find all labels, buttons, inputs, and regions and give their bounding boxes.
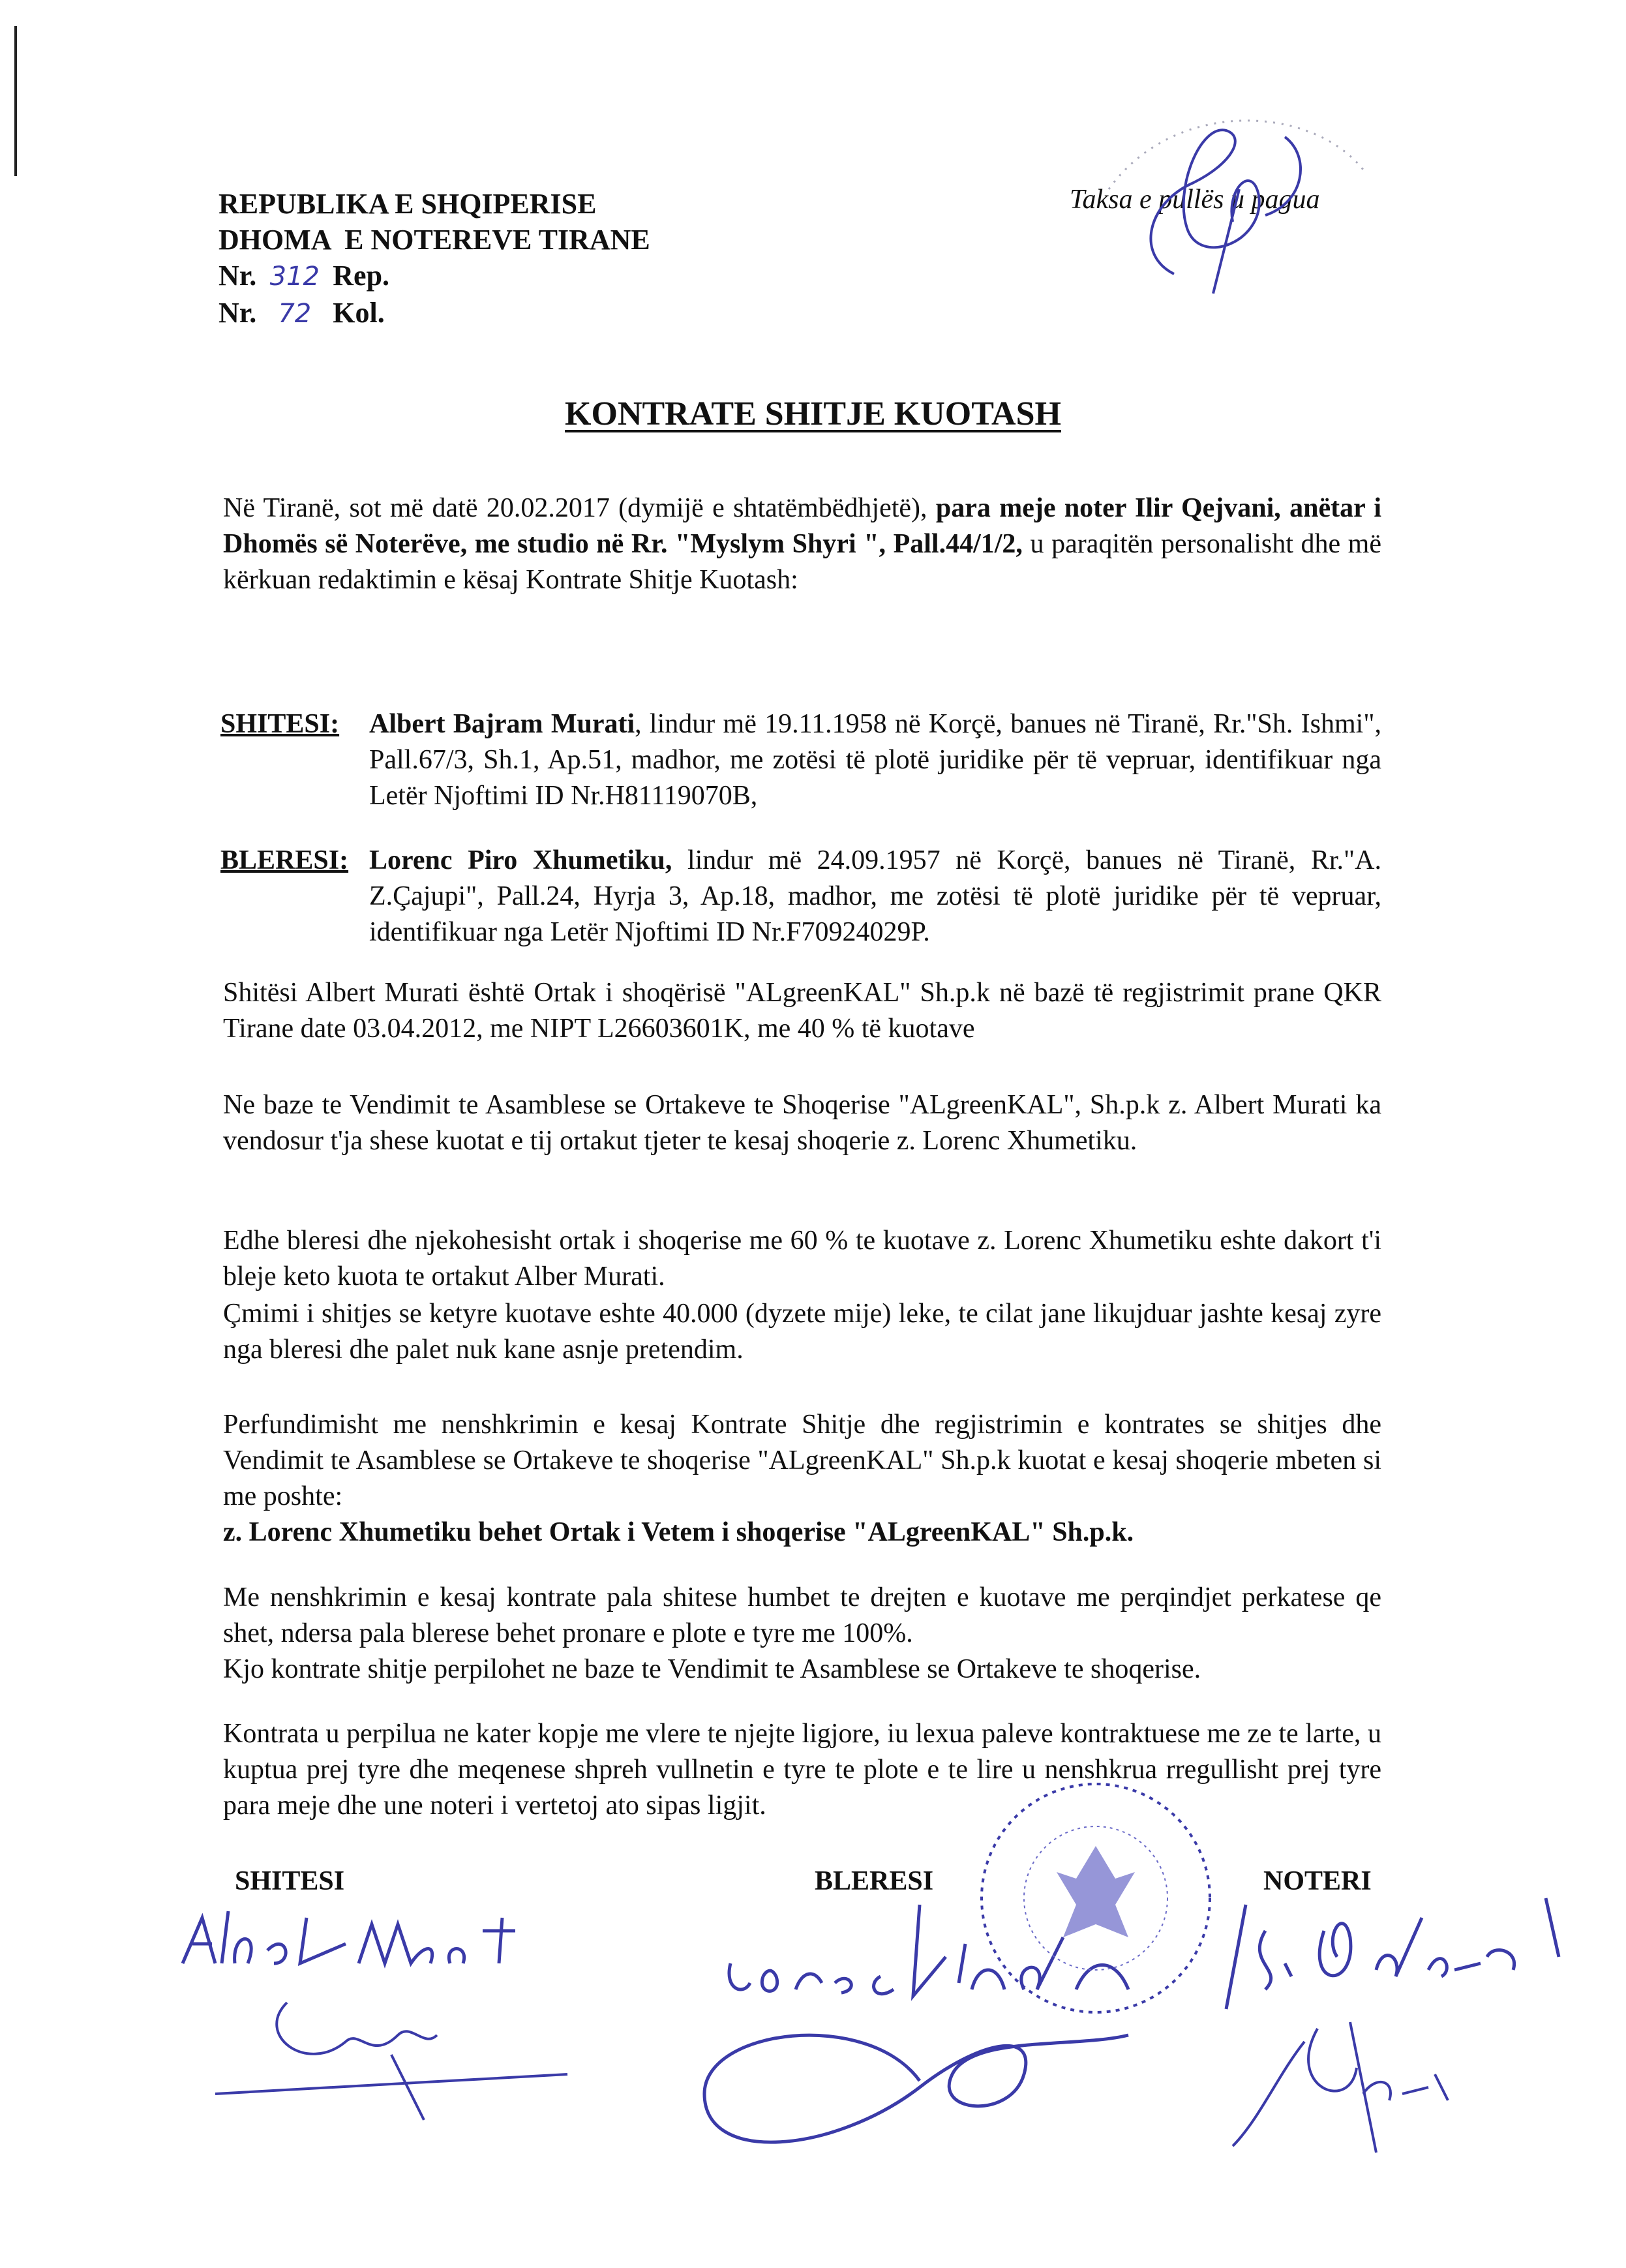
document-title <box>0 395 1626 433</box>
seller-name: Albert Bajram Murati <box>369 709 635 739</box>
kol-number: 72 <box>278 299 312 329</box>
nr-label: Nr. <box>218 260 257 292</box>
intro-text: Në Tiranë, sot më datë 20.02.2017 (dymijë e shtatëmbëdhjetë), <box>223 493 936 523</box>
paragraph-conclusion <box>223 1407 1381 1550</box>
notary-signature-label: NOTERI <box>1263 1866 1372 1896</box>
paragraph-transfer: Me nenshkrimin e kesaj kontrate pala shitese humbet te drejten e kuotave me perqindjet perkatese qe shet, ndersa pala bleresе behet pronare e plote e tyre me 100%. <box>223 1582 1381 1648</box>
seller-label: SHITESI: <box>220 709 340 739</box>
buyer-block <box>220 843 1381 950</box>
seller-signature <box>176 1905 580 2179</box>
intro-text-end: u paraqitën personalisht dhe më kërkuan redaktimin e kësaj Kontrate Shitje Kuotash: <box>223 529 1381 595</box>
conclusion-text: Perfundimisht me nenshkrimin e kesaj Kontrate Shitje dhe regjistrimin e kontrates se shitjes dhe Vendimit te Asamblese se Ortakeve te shoqerise "ALgreenKAL" Sh.p.k kuotat e kesaj shoqerie mbeten si me poshte: <box>223 1410 1381 1511</box>
paragraph-price: Çmimi i shitjes se ketyre kuotave eshte 40.000 (dyzete mije) leke, te cilat jane likujduar jashte kesaj zyre nga bleresi dhe palet nuk kane asnje pretendim. <box>223 1299 1381 1365</box>
header-chamber: DHOMA E NOTEREVE TIRANE <box>218 224 650 256</box>
intro-paragraph <box>223 491 1381 598</box>
buyer-details: lindur më 24.09.1957 në Korçë, banues në Tiranë, Rr."A. Z.Çajupi", Pall.24, Hyrja 3, Ap.18, madhor, me zotësi të plotë juridike për të vepruar, identifikuar nga Letër Njoftimi ID Nr.F70924029P. <box>369 845 1381 947</box>
nr-label: Nr. <box>218 297 257 329</box>
tax-signature <box>1096 111 1370 307</box>
seller-details: , lindur më 19.11.1958 në Korçë, banues në Tiranë, Rr."Sh. Ishmi", Pall.67/3, Sh.1, Ap.51, madhor, me zotësi të plotë juridike për të vepruar, identifikuar nga Letër Njoftimi ID Nr.H81119070B, <box>369 709 1381 811</box>
kol-label: Kol. <box>333 297 385 329</box>
rep-number: 312 <box>269 262 320 292</box>
buyer-signature-label: BLERESI <box>815 1866 934 1896</box>
notary-signature <box>1207 1879 1572 2166</box>
tax-stamp-note: Taksa e pullës u pagua <box>1070 185 1320 215</box>
title-text: KONTRATE SHITJE KUOTASH <box>565 395 1061 432</box>
paragraph-basis: Kjo kontrate shitje perpilohet ne baze te Vendimit te Asamblese se Ortakeve te shoqerise. <box>223 1654 1201 1684</box>
seller-signature-label: SHITESI <box>235 1866 345 1896</box>
document-header <box>218 186 650 332</box>
header-republic: REPUBLIKA E SHQIPERISE <box>218 188 597 220</box>
paragraph-copies: Kontrata u perpilua ne kater kopje me vlere te njejte ligjore, iu lexua paleve kontraktuese me ze te larte, u kuptua prej tyre dhe meqenese shpreh vullnetin e tyre te plote e te lire u nenshkrua rregullisht prej tyre para meje dhe une noteri i vertetoj ato sipas ligjit. <box>223 1719 1381 1821</box>
intro-notary: para meje noter Ilir Qejvani, anëtar i Dhomës së Noterëve, me studio në Rr. "Myslym Shyri ", Pall.44/1/2, <box>223 493 1381 559</box>
paragraph-buyer-agreement: Edhe bleresi dhe njekohesisht ortak i shoqerise me 60 % te kuotave z. Lorenc Xhumetiku eshte dakort t'i bleje keto kuota te ortakut Alber Murati. <box>223 1226 1381 1292</box>
seller-block <box>220 706 1381 814</box>
sole-owner-statement: z. Lorenc Xhumetiku behet Ortak i Vetem i shoqerise "ALgreenKAL" Sh.p.k. <box>223 1517 1134 1547</box>
scan-margin-mark <box>14 26 17 176</box>
paragraph-decision: Ne baze te Vendimit te Asamblese se Ortakeve te Shoqerise "ALgreenKAL", Sh.p.k z. Albert Murati ka vendosur t'ja shese kuotat e tij ortakut tjeter te kesaj shoqerie z. Lorenc Xhumetiku. <box>223 1090 1381 1156</box>
kol-number-line <box>218 295 650 332</box>
buyer-name: Lorenc Piro Xhumetiku, <box>369 845 672 875</box>
notary-stamp <box>965 1774 1226 2022</box>
rep-number-line <box>218 258 650 295</box>
paragraph-seller-share: Shitësi Albert Murati është Ortak i shoqërisë "ALgreenKAL" Sh.p.k në bazë të regjistrimit prane QKR Tirane date 03.04.2012, me NIPT L26603601K, me 40 % të kuotave <box>223 978 1381 1044</box>
rep-label: Rep. <box>333 260 390 292</box>
buyer-label: BLERESI: <box>220 845 349 875</box>
